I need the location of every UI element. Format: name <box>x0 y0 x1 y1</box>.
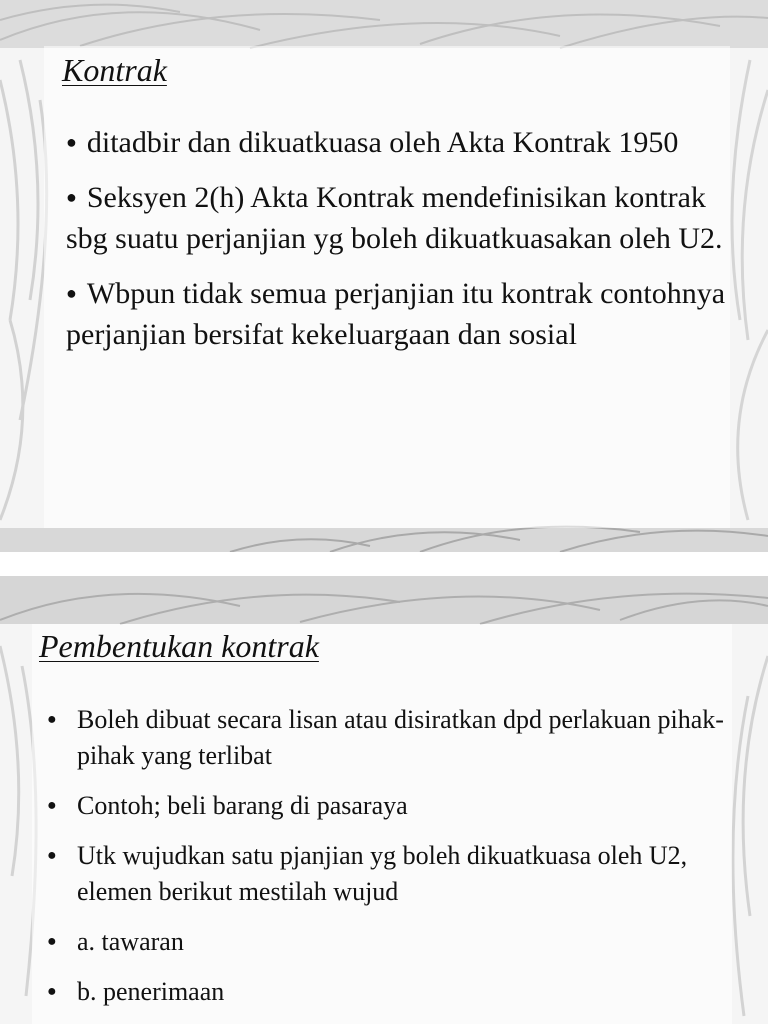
bullet-icon: ● <box>66 132 77 152</box>
bullet-list <box>39 702 729 1024</box>
list-item <box>39 702 729 774</box>
bullet-text: ditadbir dan dikuatkuasa oleh Akta Kontrak 1950 <box>86 126 679 159</box>
bullet-text: Utk wujudkan satu pjanjian yg boleh dikuatkuasa oleh U2, elemen berikut mestilah wujud <box>77 841 688 906</box>
bullet-icon: ● <box>47 711 57 728</box>
bullet-icon: ● <box>47 933 57 950</box>
list-item <box>39 974 729 1010</box>
bullet-icon: ● <box>47 983 57 1000</box>
bullet-text: a. tawaran <box>77 927 184 956</box>
bullet-text: b. penerimaan <box>77 977 225 1006</box>
slide-title: Kontrak <box>62 52 167 88</box>
bullet-icon: ● <box>66 187 77 207</box>
bullet-icon: ● <box>47 847 57 864</box>
slide-title: Pembentukan kontrak <box>39 628 319 664</box>
bullet-icon: ● <box>47 797 57 814</box>
bullet-text: Contoh; beli barang di pasaraya <box>77 791 408 820</box>
bullet-list <box>66 122 726 369</box>
slide-2 <box>0 576 768 1024</box>
slide-divider <box>0 552 768 576</box>
list-item <box>39 838 729 910</box>
list-item <box>66 177 726 259</box>
list-item <box>66 122 726 163</box>
bullet-text: Seksyen 2(h) Akta Kontrak mendefinisikan kontrak sbg suatu perjanjian yg boleh dikuatkuasakan oleh U2. <box>66 181 723 255</box>
bullet-text: Wbpun tidak semua perjanjian itu kontrak contohnya perjanjian bersifat kekeluargaan dan sosial <box>66 277 726 351</box>
bullet-icon: ● <box>66 283 77 303</box>
bullet-text: Boleh dibuat secara lisan atau disiratkan dpd perlakuan pihak-pihak yang terlibat <box>77 705 724 770</box>
list-item <box>39 788 729 824</box>
list-item <box>39 924 729 960</box>
list-item <box>66 273 726 355</box>
